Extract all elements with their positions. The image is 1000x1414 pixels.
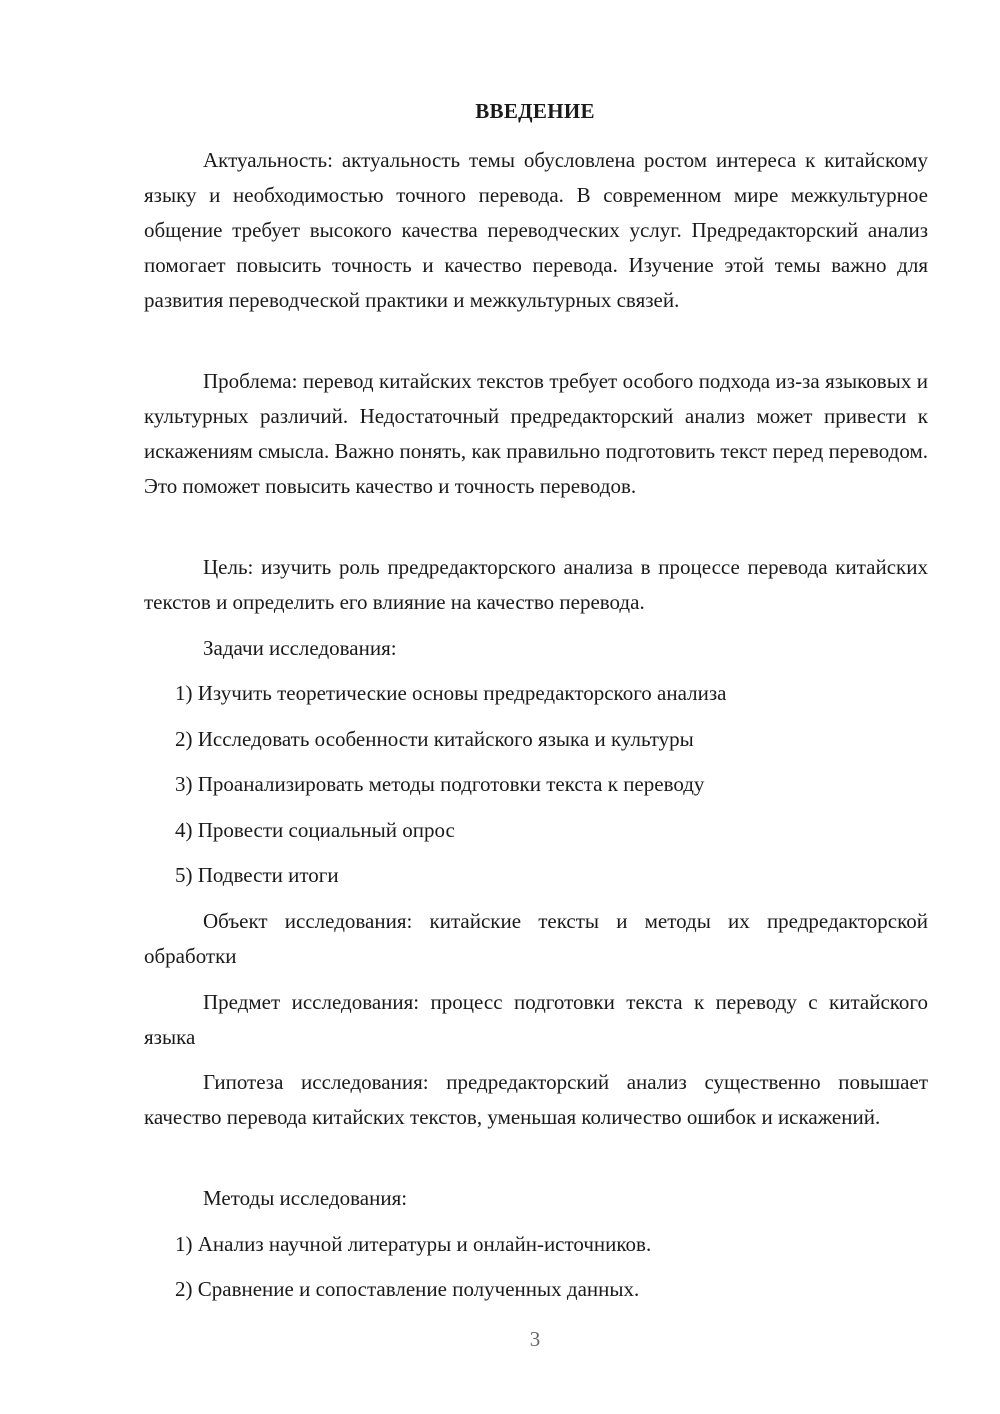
paragraph-problem: Проблема: перевод китайских текстов требует особого подхода из-за языковых и культурных различий. Недостаточный предредакторский анализ может привести к искажениям смысла. Важно понять, как правильно подготовить текст перед переводом. Это поможет повысить качество и точность переводов. bbox=[144, 369, 928, 498]
object-block bbox=[144, 904, 928, 974]
task-item: 1) Изучить теоретические основы предредакторского анализа bbox=[175, 681, 727, 705]
page-number: 3 bbox=[529, 1327, 541, 1351]
method-item-2-block bbox=[144, 1272, 928, 1307]
hypothesis-block bbox=[144, 1065, 928, 1135]
task-item: 5) Подвести итоги bbox=[175, 863, 339, 887]
task-item: 4) Провести социальный опрос bbox=[175, 818, 455, 842]
document-title: ВВЕДЕНИЕ bbox=[475, 99, 595, 123]
paragraph-subject: Предмет исследования: процесс подготовки текста к переводу с китайского языка bbox=[144, 990, 928, 1049]
task-item-5-block bbox=[144, 858, 928, 893]
paragraph-hypothesis: Гипотеза исследования: предредакторский анализ существенно повышает качество перевода китайских текстов, уменьшая количество ошибок и искажений. bbox=[144, 1070, 928, 1129]
task-item-1-block bbox=[144, 676, 928, 711]
task-item: 2) Исследовать особенности китайского языка и культуры bbox=[175, 727, 694, 751]
tasks-heading-block bbox=[144, 631, 928, 666]
goal-block bbox=[144, 550, 928, 620]
task-item-3-block bbox=[144, 767, 928, 802]
methods-heading: Методы исследования: bbox=[203, 1186, 408, 1210]
task-item-2-block bbox=[144, 722, 928, 757]
task-item: 3) Проанализировать методы подготовки текста к переводу bbox=[175, 772, 705, 796]
method-item-1-block bbox=[144, 1227, 928, 1262]
problem-block bbox=[144, 364, 928, 504]
paragraph-goal: Цель: изучить роль предредакторского анализа в процессе перевода китайских текстов и определить его влияние на качество перевода. bbox=[144, 555, 928, 614]
task-item-4-block bbox=[144, 813, 928, 848]
method-item: 2) Сравнение и сопоставление полученных данных. bbox=[175, 1277, 640, 1301]
tasks-heading: Задачи исследования: bbox=[203, 636, 397, 660]
methods-heading-block bbox=[144, 1181, 928, 1216]
relevance-block bbox=[144, 143, 928, 318]
subject-block bbox=[144, 985, 928, 1055]
paragraph-relevance: Актуальность: актуальность темы обусловлена ростом интереса к китайскому языку и необходимостью точного перевода. В современном мире межкультурное общение требует высокого качества переводческих услуг. Предредакторский анализ помогает повысить точность и качество перевода. Изучение этой темы важно для развития переводческой практики и межкультурных связей. bbox=[144, 148, 928, 312]
paragraph-object: Объект исследования: китайские тексты и методы их предредакторской обработки bbox=[144, 909, 928, 968]
method-item: 1) Анализ научной литературы и онлайн-источников. bbox=[175, 1232, 652, 1256]
